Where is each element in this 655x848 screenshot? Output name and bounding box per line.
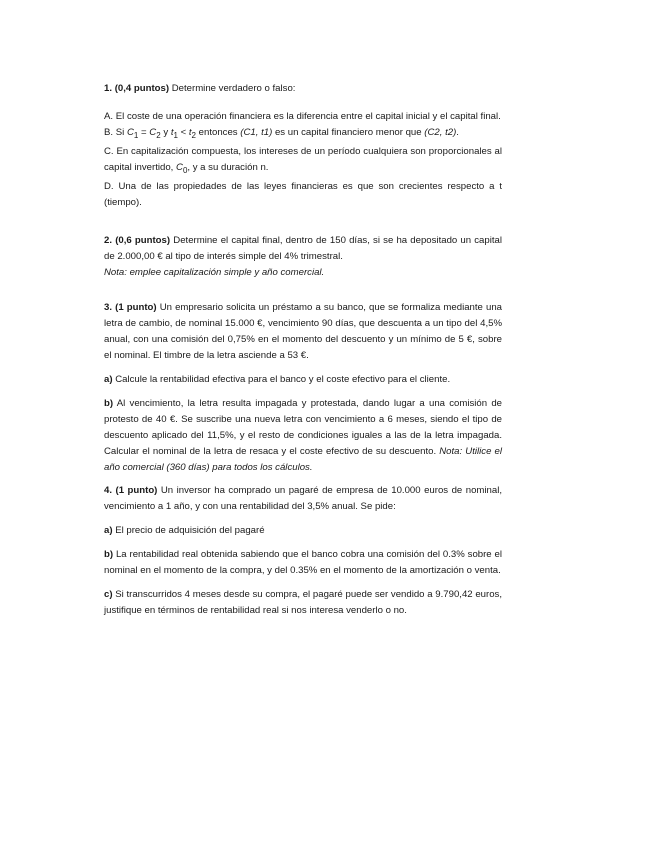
question-2: [104, 233, 502, 281]
q1-c-c0: C: [176, 161, 183, 173]
q1-c-text1: En capitalización compuesta, los intereses de un período cualquiera son proporcionales al capital invertido,: [104, 145, 502, 173]
q3-statement: [104, 300, 502, 364]
q4-c-label: c): [104, 589, 113, 600]
q1-b-c1: C: [126, 127, 134, 138]
q4-part-b: [104, 547, 502, 579]
q4-c-text: Si transcurridos 4 meses desde su compra, el pagaré puede ser vendido a 9.790,42 euros, justifique en términos de rentabilidad real si nos interesa venderlo o no.: [104, 589, 502, 616]
q1-b-then: entonces: [196, 127, 241, 138]
q1-b-t2-sub: 2: [191, 130, 196, 140]
q2-note-text: Nota: emplee capitalización simple y año comercial.: [104, 267, 325, 278]
question-4: [104, 483, 502, 619]
q2-number: 2.: [104, 235, 113, 246]
q3-part-a: [104, 372, 502, 388]
q2-text: Determine el capital final, dentro de 150 días, si se ha depositado un capital de 2.000,00 € al tipo de interés simple del 4% trimestral.: [104, 235, 502, 262]
q4-points: (1 punto): [115, 485, 158, 496]
q1-b-c2-sub: 2: [156, 130, 161, 140]
q1-c-c0-sub: 0: [182, 165, 188, 175]
question-3: [104, 300, 502, 476]
q4-part-a: [104, 523, 502, 539]
q1-c-text2: , y a su duración n.: [187, 161, 269, 173]
q1-b-c1-sub: 1: [133, 130, 139, 140]
q4-number: 4.: [104, 485, 113, 496]
q1-heading: [104, 81, 502, 97]
q3-a-label: a): [104, 374, 113, 385]
q1-c-letter: C.: [104, 145, 114, 157]
q3-text: Un empresario solicita un préstamo a su banco, que se formaliza mediante una letra de cambio, de nominal 15.000 €, vencimiento 90 días, que descuenta a un tipo del 4,5% anual, con una comisión del 0,75% en el momento del descuento y un mínimo de 5 €, sobre el nominal. El timbre de la letra asciende a 53 €.: [104, 302, 502, 361]
q1-b-t1: t: [170, 127, 174, 138]
q3-part-b: [104, 396, 502, 476]
q4-a-label: a): [104, 525, 113, 536]
q1-b-c2: C: [149, 127, 157, 138]
q3-points: (1 punto): [115, 302, 157, 313]
q4-statement: [104, 483, 502, 515]
q4-b-label: b): [104, 549, 114, 560]
q4-part-c: [104, 587, 502, 619]
q1-b-eq: =: [138, 127, 150, 138]
q1-a-letter: A.: [104, 111, 114, 122]
q1-option-d: [104, 179, 502, 211]
q1-prompt: Determine verdadero o falso:: [171, 83, 296, 94]
q3-a-text: Calcule la rentabilidad efectiva para el banco y el coste efectivo para el cliente.: [115, 374, 451, 385]
q3-b-label: b): [104, 398, 114, 409]
q1-b-t2: t: [188, 127, 192, 138]
q1-b-lt: <: [177, 127, 189, 138]
q3-b-text: Al vencimiento, la letra resulta impagada y protestada, dando lugar a una comisión de protesto de 40 €. Se suscribe una nueva letra con vencimiento a 6 meses, siendo el tipo de descuento aplicado del 11,5%, y el resto de condiciones iguales a las de la letra impagada. Calcular el nominal de la letra de resaca y el coste efectivo de su descuento.: [104, 398, 503, 457]
q1-b-end: .: [456, 127, 459, 138]
q1-b-pair1: (C1, t1): [240, 127, 273, 138]
q1-option-c: [104, 144, 502, 179]
q1-b-si: Si: [115, 127, 125, 138]
q4-b-text: La rentabilidad real obtenida sabiendo que el banco cobra una comisión del 0.3% sobre el nominal en el momento de la compra, y del 0.35% en el momento de la amortización o venta.: [104, 549, 502, 576]
q1-a-text: El coste de una operación financiera es la diferencia entre el capital inicial y el capital final.: [115, 111, 501, 122]
q1-b-y: y: [160, 127, 171, 138]
q1-d-letter: D.: [104, 180, 114, 192]
q1-d-text: Una de las propiedades de las leyes financieras es que son crecientes respecto a t (tiempo).: [104, 180, 503, 208]
question-1: [104, 81, 502, 211]
q1-b-mid: es un capital financiero menor que: [272, 127, 425, 138]
q1-points: (0,4 puntos): [114, 83, 170, 94]
q2-note: [104, 265, 502, 281]
q4-a-text: El precio de adquisición del pagaré: [115, 525, 265, 536]
q2-statement: [104, 233, 502, 265]
q1-option-b: [104, 125, 502, 144]
q3-b-note: Nota: Utilice el año comercial (360 días) para todos los cálculos.: [104, 446, 502, 473]
q4-text: Un inversor ha comprado un pagaré de empresa de 10.000 euros de nominal, vencimiento a 1 año, y con una rentabilidad del 3,5% anual. Se pide:: [104, 485, 502, 512]
q1-b-pair2: (C2, t2): [424, 127, 457, 138]
q1-option-a: [104, 109, 502, 125]
q1-number: 1.: [104, 83, 113, 94]
q1-b-letter: B.: [104, 127, 114, 138]
q3-number: 3.: [104, 302, 113, 313]
q2-points: (0,6 puntos): [115, 235, 171, 246]
q1-b-t1-sub: 1: [173, 130, 178, 140]
